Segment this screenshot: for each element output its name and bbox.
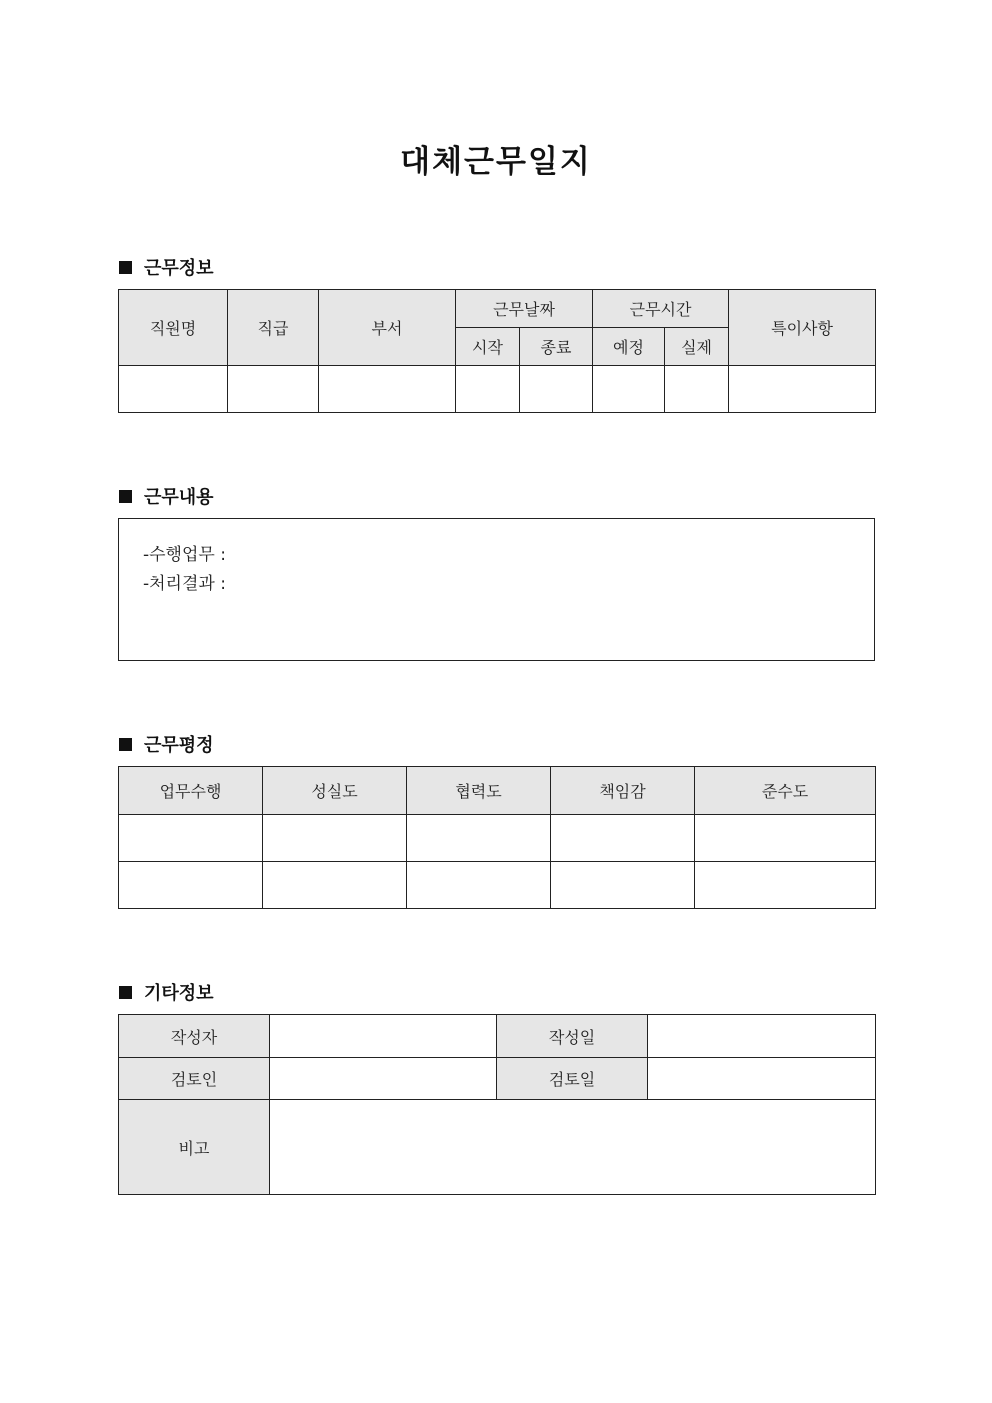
review-date-label: 검토일 xyxy=(497,1058,648,1100)
written-date-label: 작성일 xyxy=(497,1015,648,1058)
reviewer-label: 검토인 xyxy=(119,1058,270,1100)
employee-name-cell[interactable] xyxy=(119,366,228,413)
header-compliance: 준수도 xyxy=(695,767,876,815)
task-performed-line: -수행업무 : xyxy=(143,545,226,565)
author-field[interactable] xyxy=(270,1015,497,1058)
header-employee-name: 직원명 xyxy=(119,290,228,366)
review-date-field[interactable] xyxy=(648,1058,876,1100)
written-date-field[interactable] xyxy=(648,1015,876,1058)
department-cell[interactable] xyxy=(319,366,456,413)
work-info-table xyxy=(118,289,876,413)
header-responsibility: 책임감 xyxy=(551,767,695,815)
evaluation-cell[interactable] xyxy=(407,862,551,909)
reviewer-field[interactable] xyxy=(270,1058,497,1100)
section-heading-work-content xyxy=(119,483,214,509)
author-label: 작성자 xyxy=(119,1015,270,1058)
other-info-table xyxy=(118,1014,876,1195)
section-heading-label: 기타정보 xyxy=(144,983,214,1004)
header-sincerity: 성실도 xyxy=(263,767,407,815)
date-start-cell[interactable] xyxy=(456,366,520,413)
evaluation-cell[interactable] xyxy=(119,862,263,909)
note-field[interactable] xyxy=(270,1100,876,1195)
header-cooperation: 협력도 xyxy=(407,767,551,815)
square-bullet-icon xyxy=(119,261,132,274)
header-time-actual: 실제 xyxy=(665,328,729,366)
square-bullet-icon xyxy=(119,738,132,751)
header-department: 부서 xyxy=(319,290,456,366)
evaluation-cell[interactable] xyxy=(263,862,407,909)
remarks-cell[interactable] xyxy=(729,366,876,413)
square-bullet-icon xyxy=(119,490,132,503)
time-actual-cell[interactable] xyxy=(665,366,729,413)
processing-result-line: -처리결과 : xyxy=(143,574,226,594)
header-time-planned: 예정 xyxy=(593,328,665,366)
header-date-start: 시작 xyxy=(456,328,520,366)
header-work-time: 근무시간 xyxy=(593,290,729,328)
evaluation-cell[interactable] xyxy=(263,815,407,862)
evaluation-cell[interactable] xyxy=(551,862,695,909)
evaluation-cell[interactable] xyxy=(551,815,695,862)
evaluation-cell[interactable] xyxy=(695,815,876,862)
header-task-performance: 업무수행 xyxy=(119,767,263,815)
section-heading-evaluation xyxy=(119,731,214,757)
header-remarks: 특이사항 xyxy=(729,290,876,366)
evaluation-cell[interactable] xyxy=(407,815,551,862)
document-title: 대체근무일지 xyxy=(400,144,592,180)
evaluation-table xyxy=(118,766,876,909)
section-heading-label: 근무정보 xyxy=(144,258,214,279)
section-heading-label: 근무내용 xyxy=(144,487,214,508)
square-bullet-icon xyxy=(119,986,132,999)
section-heading-label: 근무평정 xyxy=(144,735,214,756)
time-planned-cell[interactable] xyxy=(593,366,665,413)
header-work-date: 근무날짜 xyxy=(456,290,593,328)
evaluation-cell[interactable] xyxy=(695,862,876,909)
rank-cell[interactable] xyxy=(228,366,319,413)
section-heading-other-info xyxy=(119,979,214,1005)
work-content-box[interactable] xyxy=(118,518,875,661)
header-date-end: 종료 xyxy=(520,328,593,366)
header-rank: 직급 xyxy=(228,290,319,366)
section-heading-work-info xyxy=(119,254,214,280)
evaluation-cell[interactable] xyxy=(119,815,263,862)
date-end-cell[interactable] xyxy=(520,366,593,413)
note-label: 비고 xyxy=(119,1100,270,1195)
